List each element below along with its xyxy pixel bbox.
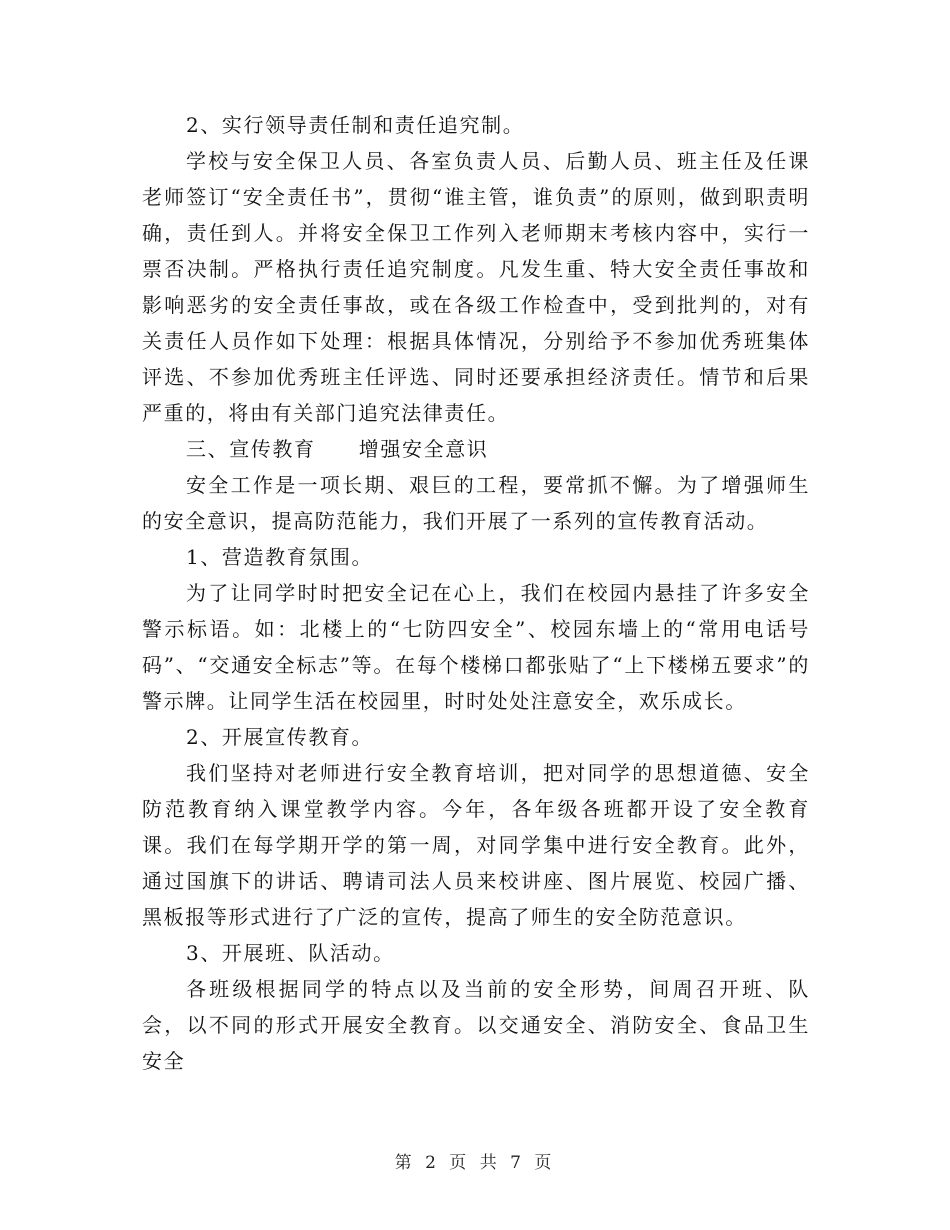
section-heading: 1、营造教育氛围。	[186, 545, 374, 569]
body-paragraph: 各班级根据同学的特点以及当前的安全形势，间周召开班、队会，以不同的形式开展安全教育。以交通安全、消防安全、食品卫生安全	[142, 977, 810, 1073]
section-heading: 三、宣传教育 增强安全意识	[186, 437, 489, 461]
body-paragraph: 为了让同学时时把安全记在心上，我们在校园内悬挂了许多安全警示标语。如：北楼上的“七防四安全”、校园东墙上的“常用电话号码”、“交通安全标志”等。在每个楼梯口都张贴了“上下楼梯五要求”的警示牌。让同学生活在校园里，时时处处注意安全，欢乐成长。	[142, 581, 810, 713]
section-heading: 2、开展宣传教育。	[186, 725, 374, 749]
section-heading: 2、实行领导责任制和责任追究制。	[186, 113, 525, 137]
body-paragraph: 学校与安全保卫人员、各室负责人员、后勤人员、班主任及任课老师签订“安全责任书”，贯彻“谁主管，谁负责”的原则，做到职责明确，责任到人。并将安全保卫工作列入老师期末考核内容中，实行一票否决制。严格执行责任追究制度。凡发生重、特大安全责任事故和影响恶劣的安全责任事故，或在各级工作检查中，受到批判的，对有关责任人员作如下处理：根据具体情况，分别给予不参加优秀班集体评选、不参加优秀班主任评选、同时还要承担经济责任。情节和后果严重的，将由有关部门追究法律责任。	[142, 149, 810, 425]
body-paragraph: 安全工作是一项长期、艰巨的工程，要常抓不懈。为了增强师生的安全意识，提高防范能力，我们开展了一系列的宣传教育活动。	[142, 473, 810, 533]
body-paragraph: 我们坚持对老师进行安全教育培训，把对同学的思想道德、安全防范教育纳入课堂教学内容。今年，各年级各班都开设了安全教育课。我们在每学期开学的第一周，对同学集中进行安全教育。此外，通过国旗下的讲话、聘请司法人员来校讲座、图片展览、校园广播、黑板报等形式进行了广泛的宣传，提高了师生的安全防范意识。	[142, 761, 810, 929]
section-heading: 3、开展班、队活动。	[186, 941, 395, 965]
page-number-footer: 第 2 页 共 7 页	[394, 1153, 556, 1173]
document-body	[142, 107, 810, 1079]
